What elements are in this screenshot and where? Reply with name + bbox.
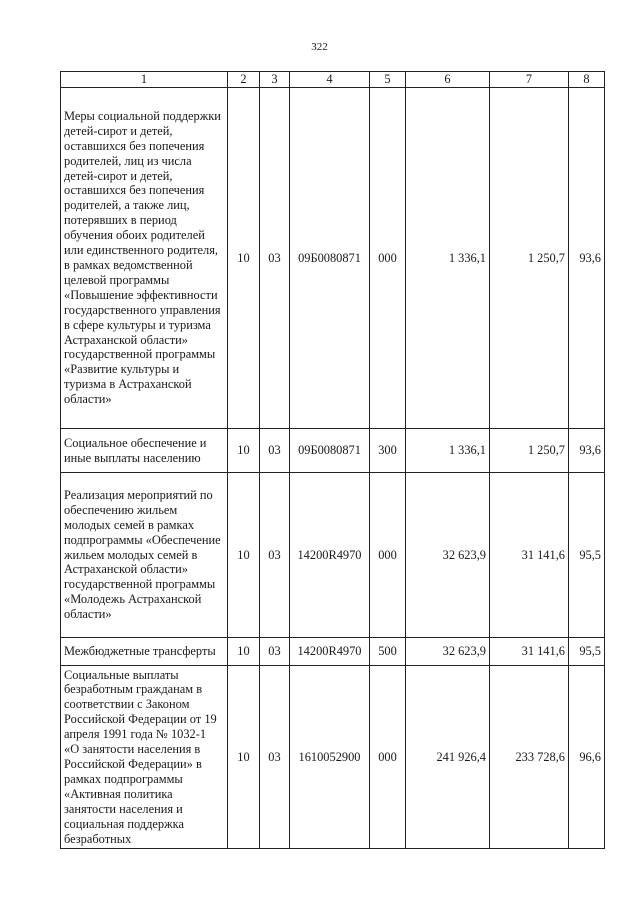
planned-amount: 32 623,9 — [406, 638, 490, 666]
header-cell-8: 8 — [569, 72, 605, 88]
subsection-code: 03 — [260, 429, 290, 473]
execution-percent: 96,6 — [569, 666, 605, 849]
planned-amount: 241 926,4 — [406, 666, 490, 849]
execution-percent: 95,5 — [569, 473, 605, 638]
execution-percent: 95,5 — [569, 638, 605, 666]
header-cell-3: 3 — [260, 72, 290, 88]
table-row — [61, 88, 605, 429]
row-description: Социальное обеспечение и иные выплаты населению — [61, 429, 228, 473]
section-code: 10 — [228, 473, 260, 638]
target-article-code: 09Б0080871 — [290, 88, 370, 429]
row-description: Межбюджетные трансферты — [61, 638, 228, 666]
row-description: Социальные выплаты безработным гражданам в соответствии с Законом Российской Федерации от 19 апреля 1991 года № 1032-1 «О занятости населения в Российской Федерации» в рамках подпрограммы «Активная политика занятости населения и социальная поддержка безработных — [61, 666, 228, 849]
expense-type-code: 000 — [370, 666, 406, 849]
page-number: 322 — [311, 41, 328, 53]
table-row — [61, 429, 605, 473]
target-article-code: 14200R4970 — [290, 638, 370, 666]
header-cell-2: 2 — [228, 72, 260, 88]
row-description: Реализация мероприятий по обеспечению жильем молодых семей в рамках подпрограммы «Обеспечение жильем молодых семей в Астраханской области» государственной программы «Молодежь Астраханской области» — [61, 473, 228, 638]
actual-amount: 1 250,7 — [490, 88, 569, 429]
execution-percent: 93,6 — [569, 429, 605, 473]
planned-amount: 1 336,1 — [406, 88, 490, 429]
section-code: 10 — [228, 638, 260, 666]
header-cell-4: 4 — [290, 72, 370, 88]
table-row — [61, 638, 605, 666]
header-cell-6: 6 — [406, 72, 490, 88]
header-cell-5: 5 — [370, 72, 406, 88]
actual-amount: 31 141,6 — [490, 638, 569, 666]
row-description: Меры социальной поддержки детей-сирот и детей, оставшихся без попечения родителей, лиц из числа детей-сирот и детей, оставшихся без попечения родителей, а также лиц, потерявших в период обучения обоих родителей или единственного родителя, в рамках ведомственной целевой программы «Повышение эффективности государственного управления в сфере культуры и туризма Астраханской области» государственной программы «Развитие культуры и туризма в Астраханской области» — [61, 88, 228, 429]
target-article-code: 1610052900 — [290, 666, 370, 849]
subsection-code: 03 — [260, 473, 290, 638]
subsection-code: 03 — [260, 88, 290, 429]
header-cell-7: 7 — [490, 72, 569, 88]
execution-percent: 93,6 — [569, 88, 605, 429]
table-header-row — [61, 72, 605, 88]
subsection-code: 03 — [260, 638, 290, 666]
expense-type-code: 000 — [370, 473, 406, 638]
table-row — [61, 473, 605, 638]
actual-amount: 233 728,6 — [490, 666, 569, 849]
actual-amount: 31 141,6 — [490, 473, 569, 638]
section-code: 10 — [228, 429, 260, 473]
actual-amount: 1 250,7 — [490, 429, 569, 473]
table-row — [61, 666, 605, 849]
section-code: 10 — [228, 666, 260, 849]
planned-amount: 32 623,9 — [406, 473, 490, 638]
section-code: 10 — [228, 88, 260, 429]
header-cell-1: 1 — [61, 72, 228, 88]
subsection-code: 03 — [260, 666, 290, 849]
target-article-code: 14200R4970 — [290, 473, 370, 638]
expense-type-code: 300 — [370, 429, 406, 473]
budget-table — [60, 71, 605, 849]
target-article-code: 09Б0080871 — [290, 429, 370, 473]
expense-type-code: 500 — [370, 638, 406, 666]
planned-amount: 1 336,1 — [406, 429, 490, 473]
expense-type-code: 000 — [370, 88, 406, 429]
